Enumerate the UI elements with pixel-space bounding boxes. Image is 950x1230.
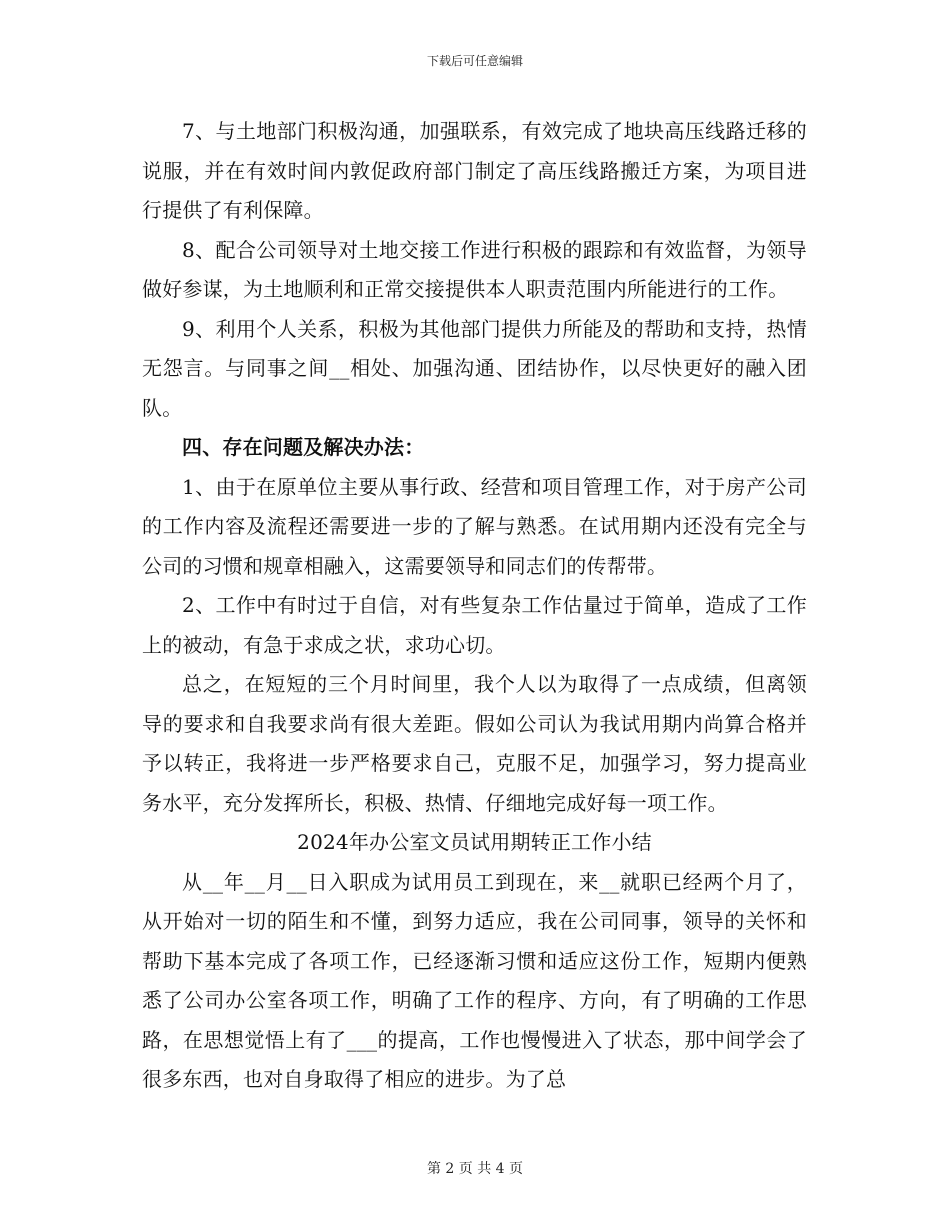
paragraph-intro: 从__年__月__日入职成为试用员工到现在，来__就职已经两个月了，从开始对一切的陌生和不懂，到努力适应，我在公司同事，领导的关怀和帮助下基本完成了各项工作，已经逐渐习惯和适应这份工作，短期内便熟悉了公司办公室各项工作，明确了工作的程序、方向，有了明确的工作思路，在思想觉悟上有了___的提高，工作也慢慢进入了状态，那中间学会了很多东西，也对自身取得了相应的进步。为了总	[142, 869, 807, 1091]
paragraph-conclusion: 总之，在短短的三个月时间里，我个人以为取得了一点成绩，但离领导的要求和自我要求尚有很大差距。假如公司认为我试用期内尚算合格并予以转正，我将进一步严格要求自己，克服不足，加强学习，努力提高业务水平，充分发挥所长，积极、热情、仔细地完成好每一项工作。	[142, 672, 807, 815]
document-title: 2024年办公室文员试用期转正工作小结	[297, 830, 652, 854]
document-body	[142, 112, 807, 1100]
paragraph-item-9: 9、利用个人关系，积极为其他部门提供力所能及的帮助和支持，热情无怨言。与同事之间__相处、加强沟通、团结协作，以尽快更好的融入团队。	[142, 316, 807, 420]
page-footer: 第 2 页 共 4 页	[426, 1161, 524, 1177]
page-header: 下载后可任意编辑	[426, 54, 523, 68]
section-heading-problems: 四、存在问题及解决办法：	[182, 435, 425, 459]
paragraph-problem-1: 1、由于在原单位主要从事行政、经营和项目管理工作，对于房产公司的工作内容及流程还需要进一步的了解与熟悉。在试用期内还没有完全与公司的习惯和规章相融入，这需要领导和同志们的传帮带。	[142, 474, 807, 578]
paragraph-item-8: 8、配合公司领导对土地交接工作进行积极的跟踪和有效监督，为领导做好参谋，为土地顺利和正常交接提供本人职责范围内所能进行的工作。	[142, 237, 807, 301]
paragraph-item-7: 7、与土地部门积极沟通，加强联系，有效完成了地块高压线路迁移的说服，并在有效时间内敦促政府部门制定了高压线路搬迁方案，为项目进行提供了有利保障。	[142, 119, 807, 222]
paragraph-problem-2: 2、工作中有时过于自信，对有些复杂工作估量过于简单，造成了工作上的被动，有急于求成之状，求功心切。	[142, 593, 807, 657]
